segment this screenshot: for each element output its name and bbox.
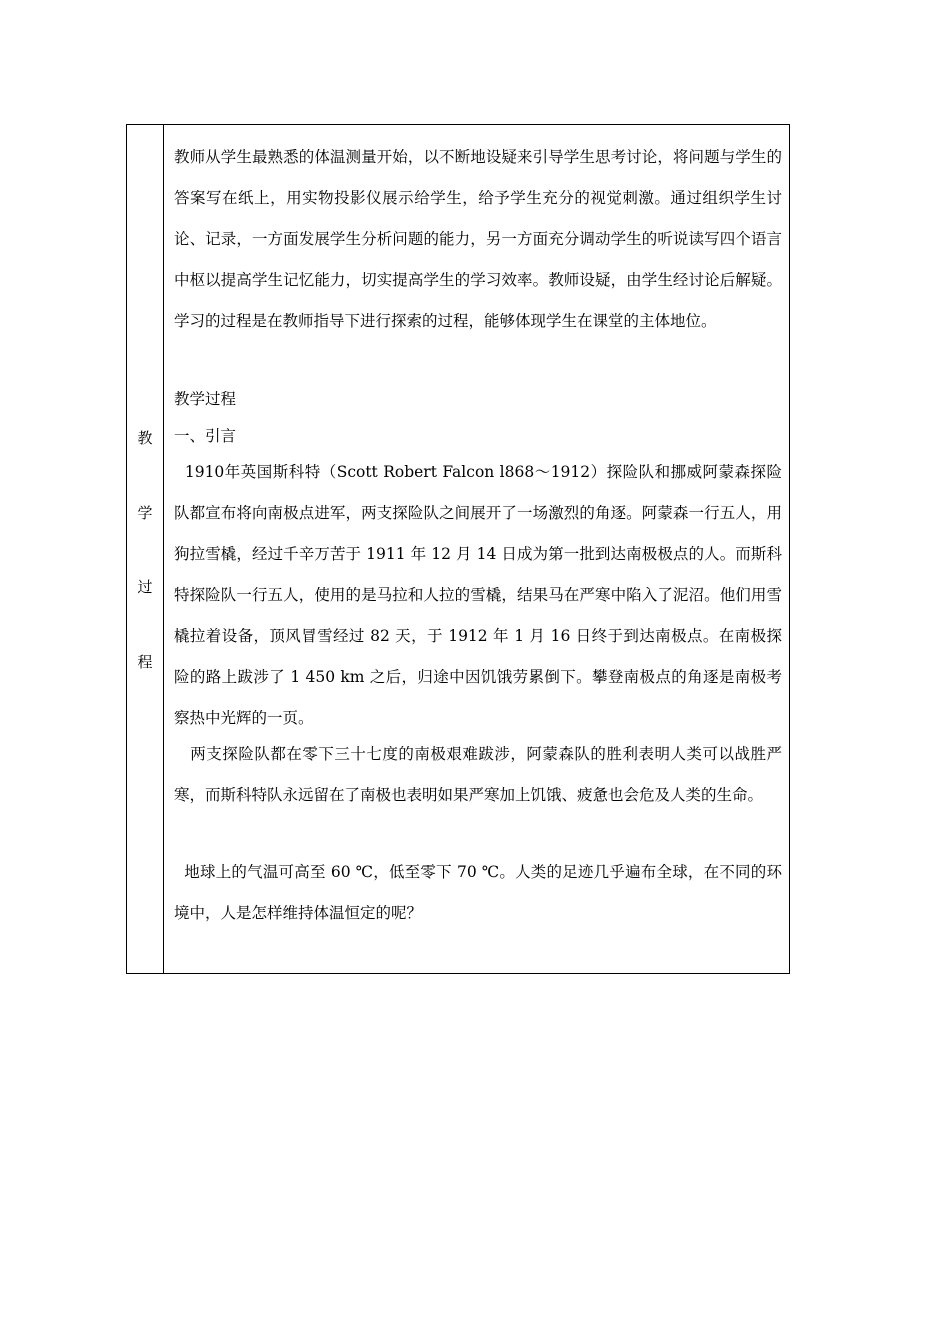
- teaching-process-table: [126, 124, 790, 974]
- body-temperature-question-paragraph: 地球上的气温可高至 60 ℃，低至零下 70 ℃。人类的足迹几乎遍布全球，在不同的环境中，人是怎样维持体温恒定的呢？: [174, 863, 782, 922]
- introduction-paragraph: 1910年英国斯科特（Scott Robert Falcon l868～1912）探险队和挪威阿蒙森探险队都宣布将向南极点进军，两支探险队之间展开了一场激烈的角逐。阿蒙森一行五人，用狗拉雪橇，经过千辛万苦于 1911 年 12 月 14 日成为第一批到达南极极点的人。而斯科特探险队一行五人，使用的是马拉和人拉的雪橇，结果马在严寒中陷入了泥沼。他们用雪橇拉着设备，顶风冒雪经过 82 天，于 1912 年 1 月 16 日终于到达南极点。在南极探险的路上跋涉了 1 450 km 之后，归途中因饥饿劳累倒下。攀登南极点的角逐是南极考察热中光辉的一页。: [174, 463, 783, 727]
- row-label-column: [127, 125, 164, 973]
- design-rationale-paragraph: 教师从学生最熟悉的体温测量开始，以不断地设疑来引导学生思考讨论，将问题与学生的答案写在纸上，用实物投影仪展示给学生，给予学生充分的视觉刺激。通过组织学生讨论、记录，一方面发展学生分析问题的能力，另一方面充分调动学生的听说读写四个语言中枢以提高学生记忆能力，切实提高学生的学习效率。教师设疑，由学生经讨论后解疑。学习的过程是在教师指导下进行探索的过程，能够体现学生在课堂的主体地位。: [174, 148, 782, 330]
- section-heading: 教学过程: [174, 390, 237, 408]
- row-label-char: 程: [137, 653, 153, 671]
- expedition-comparison-paragraph: 两支探险队都在零下三十七度的南极艰难跋涉，阿蒙森队的胜利表明人类可以战胜严寒，而斯科特队永远留在了南极也表明如果严寒加上饥饿、疲惫也会危及人类的生命。: [174, 745, 782, 804]
- row-label-char: 教: [137, 429, 153, 447]
- row-label-char: 学: [137, 504, 153, 522]
- content-cell: [164, 125, 789, 973]
- subsection-heading: 一、引言: [174, 427, 237, 445]
- row-label-char: 过: [137, 578, 153, 596]
